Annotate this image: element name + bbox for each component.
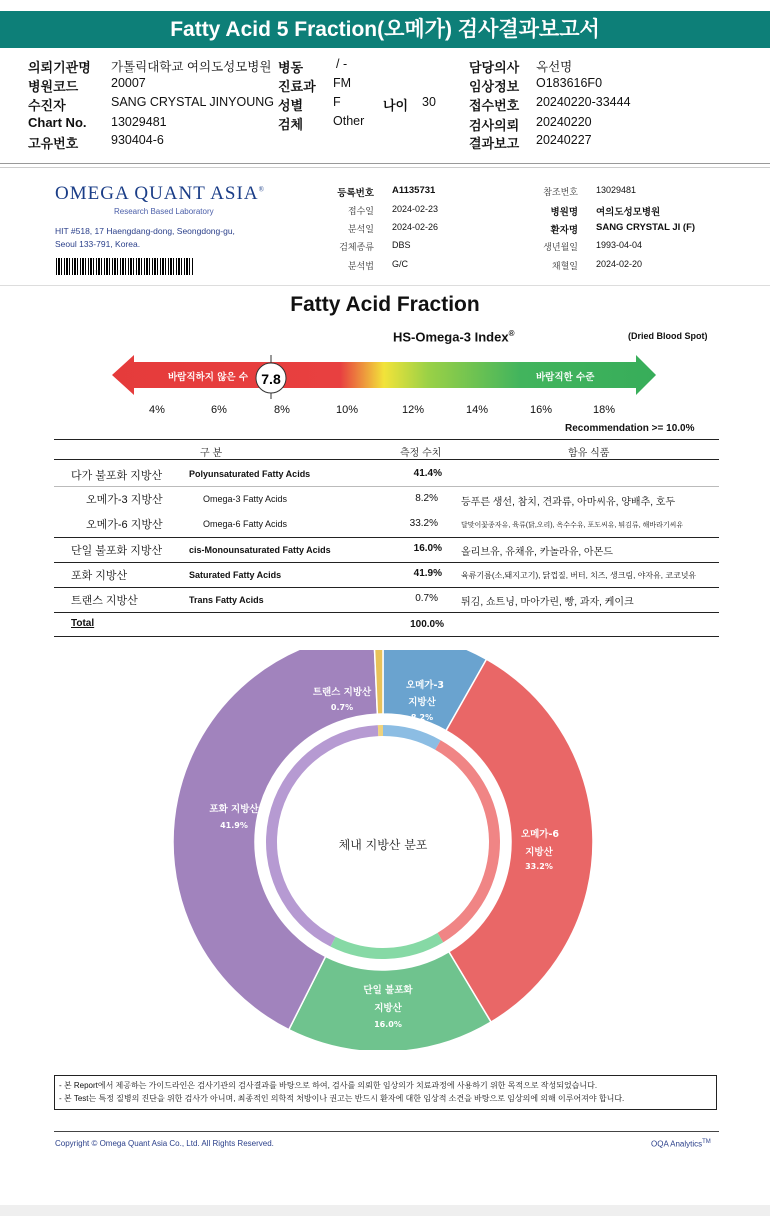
divider xyxy=(0,163,770,164)
table-header: 구 분 xyxy=(200,448,223,459)
row-name-en: Trans Fatty Acids xyxy=(189,595,264,605)
header-label: 결과보고 xyxy=(469,136,520,151)
row-divider xyxy=(54,537,719,538)
slice-label-omega6: 지방산 xyxy=(525,847,553,858)
header-label: 병동 xyxy=(278,60,304,75)
info-label: 환자명 xyxy=(550,225,578,236)
slice-label-omega3: 지방산 xyxy=(408,697,436,708)
row-value: 0.7% xyxy=(415,593,438,604)
donut-center-label: 체내 지방산 분포 xyxy=(338,838,428,852)
header-value: 옥선명 xyxy=(536,60,573,74)
lab-logo-text: OMEGA QUANT ASIA xyxy=(55,183,259,204)
info-value: 1993-04-04 xyxy=(596,240,643,250)
row-name-kr: 오메가-6 지방산 xyxy=(86,519,163,531)
row-name-en: Omega-6 Fatty Acids xyxy=(203,519,288,529)
slice-value-omega6: 33.2% xyxy=(525,862,553,871)
header-label: 성별 xyxy=(278,98,304,113)
disclaimer-line: - 본 Report에서 제공하는 가이드라인은 검사기관의 검사결과를 바탕으로 하여, 검사를 의뢰한 임상의가 치료과정에 사용하기 위한 목적으로 작성되었습니다. xyxy=(59,1081,598,1090)
row-name-en: Polyunsaturated Fatty Acids xyxy=(189,469,311,479)
header-value: SANG CRYSTAL JINYOUNG xyxy=(111,95,274,109)
row-foods: 등푸른 생선, 참치, 견과류, 아마씨유, 양배추, 호두 xyxy=(461,497,676,508)
header-label: 접수번호 xyxy=(469,98,520,113)
header-label: 진료과 xyxy=(278,79,316,94)
header-value: F xyxy=(333,95,341,109)
table-top-line xyxy=(54,439,719,440)
header-value: 20240227 xyxy=(536,133,592,147)
info-label: 접수일 xyxy=(347,206,374,216)
header-label: 수진자 xyxy=(28,98,66,113)
header-label: 임상정보 xyxy=(469,79,520,94)
divider xyxy=(0,167,770,168)
disclaimer-line: - 본 Test는 특정 질병의 진단을 위한 검사가 아니며, 최종적인 의학적 처방이나 권고는 반드시 환자에 대한 임상적 소견을 바탕으로 임상의에 의해 이루어져야 합니다. xyxy=(59,1094,625,1103)
header-value: 13029481 xyxy=(111,115,167,129)
inner-slice-4 xyxy=(378,725,383,736)
table-header: 함유 식품 xyxy=(568,448,610,459)
scale-tick: 6% xyxy=(211,404,227,416)
info-label: 참조번호 xyxy=(543,187,578,197)
row-name-en: cis-Monounsaturated Fatty Acids xyxy=(189,545,331,555)
row-foods: 올리브유, 유채유, 카놀라유, 아몬드 xyxy=(461,547,613,558)
inner-slice-0 xyxy=(383,725,441,750)
row-name-kr: 트랜스 지방산 xyxy=(71,595,138,607)
header-label: 검사의뢰 xyxy=(469,118,520,133)
outer-slice-1 xyxy=(446,659,593,1022)
footer-copyright: Copyright © Omega Quant Asia Co., Ltd. All Rights Reserved. xyxy=(55,1139,274,1148)
age-value: 30 xyxy=(422,95,436,109)
lab-logo xyxy=(55,183,265,205)
slice-value-sat: 41.9% xyxy=(220,821,248,830)
header-value: 20240220-33444 xyxy=(536,95,631,109)
footer-brand-text: OQA Analytics xyxy=(651,1139,703,1149)
info-value: 2024-02-20 xyxy=(596,259,643,269)
scale-marker-value: 7.8 xyxy=(261,371,281,387)
info-label: 분석법 xyxy=(347,261,374,271)
header-value: 20240220 xyxy=(536,115,592,129)
header-value: Other xyxy=(333,114,365,128)
info-label: 병원명 xyxy=(550,207,578,218)
scale-tick: 10% xyxy=(336,404,359,416)
header-label: 병원코드 xyxy=(28,79,79,94)
lab-address: Seoul 133-791, Korea. xyxy=(55,239,141,249)
row-value: 41.4% xyxy=(413,468,442,479)
header-label: 고유번호 xyxy=(28,136,79,151)
row-name-en: Saturated Fatty Acids xyxy=(189,570,282,580)
fatty-acid-donut-chart xyxy=(0,650,770,1050)
row-name-kr: 오메가-3 지방산 xyxy=(86,494,163,506)
footer-brand-tm: TM xyxy=(702,1139,711,1145)
scale-tick: 8% xyxy=(274,404,290,416)
row-divider xyxy=(54,612,719,613)
scale-tick: 12% xyxy=(402,404,425,416)
scale-right-text: 바람직한 수준 xyxy=(536,372,595,383)
slice-label-omega6: 오메가-6 xyxy=(520,829,560,840)
dried-label: (Dried Blood Spot) xyxy=(628,331,708,341)
slice-label-omega3: 오메가-3 xyxy=(405,680,445,691)
slice-label-trans: 트랜스 지방산 xyxy=(312,687,372,698)
info-value: 2024-02-23 xyxy=(392,204,439,214)
row-value: 16.0% xyxy=(413,543,442,554)
info-value: A1135731 xyxy=(392,185,436,196)
info-value: 13029481 xyxy=(596,185,637,195)
total-value: 100.0% xyxy=(410,619,444,630)
row-value: 8.2% xyxy=(415,493,438,504)
total-label: Total xyxy=(71,618,95,629)
divider xyxy=(0,285,770,286)
lab-tagline: Research Based Laboratory xyxy=(114,207,214,216)
lab-address: HIT #518, 17 Haengdang-dong, Seongdong-gu, xyxy=(55,226,235,236)
info-label: 생년월일 xyxy=(543,242,578,252)
info-label: 등록번호 xyxy=(337,188,374,199)
header-value: FM xyxy=(333,76,352,90)
info-label: 채혈일 xyxy=(551,261,578,271)
index-scale xyxy=(0,350,770,400)
header-label: 의뢰기관명 xyxy=(28,60,91,75)
slice-value-trans: 0.7% xyxy=(330,703,354,712)
table-header: 측정 수치 xyxy=(400,448,442,459)
slice-label-sat: 포화 지방산 xyxy=(209,804,259,815)
row-value: 33.2% xyxy=(409,518,438,529)
header-label: 검체 xyxy=(278,117,304,132)
age-label: 나이 xyxy=(383,98,409,113)
slice-label-mono: 지방산 xyxy=(374,1003,402,1014)
footer-line xyxy=(54,1131,719,1132)
report-title: Fatty Acid 5 Fraction(오메가) 검사결과보고서 xyxy=(0,11,770,48)
header-value: O183616F0 xyxy=(536,76,603,90)
header-label: Chart No. xyxy=(28,115,87,130)
slice-value-mono: 16.0% xyxy=(374,1020,402,1029)
info-value: 여의도성모병원 xyxy=(596,207,661,218)
disclaimer-box xyxy=(54,1075,717,1110)
slice-label-mono: 단일 불포화 xyxy=(363,985,413,996)
info-value: 2024-02-26 xyxy=(392,222,439,232)
table-header-line xyxy=(54,459,719,460)
row-value: 41.9% xyxy=(413,568,442,579)
header-value: 가톨릭대학교 여의도성모병원 xyxy=(111,60,272,74)
row-foods: 튀김, 쇼트닝, 마아가린, 빵, 과자, 케이크 xyxy=(461,597,634,608)
row-foods: 육류기름(소,돼지고기), 닭껍질, 버터, 치즈, 생크림, 야자유, 코코넛유 xyxy=(461,571,697,580)
row-divider xyxy=(54,587,719,588)
slice-value-omega3: 8.2% xyxy=(410,713,434,722)
fraction-title: Fatty Acid Fraction xyxy=(290,293,480,316)
row-name-kr: 포화 지방산 xyxy=(71,570,128,582)
header-value: 930404-6 xyxy=(111,133,164,147)
scale-tick: 16% xyxy=(530,404,553,416)
info-value: G/C xyxy=(392,259,409,269)
scale-tick: 18% xyxy=(593,404,616,416)
header-value: 20007 xyxy=(111,76,146,90)
table-bottom-line xyxy=(54,636,719,637)
row-divider xyxy=(54,562,719,563)
barcode xyxy=(56,258,194,275)
row-foods: 달맞이꽃종자유, 육류(닭,오리), 옥수수유, 포도씨유, 튀김류, 해바라기씨유 xyxy=(461,522,684,529)
info-label: 검체종류 xyxy=(339,242,374,252)
footer-brand xyxy=(651,1139,711,1149)
row-name-en: Omega-3 Fatty Acids xyxy=(203,494,288,504)
header-value: / - xyxy=(336,57,348,71)
info-value: SANG CRYSTAL JI (F) xyxy=(596,222,696,233)
recommendation: Recommendation >= 10.0% xyxy=(565,423,695,434)
scale-tick: 14% xyxy=(466,404,489,416)
info-value: DBS xyxy=(392,240,411,250)
inner-slice-2 xyxy=(331,933,444,959)
header-label: 담당의사 xyxy=(469,60,520,75)
scale-tick: 4% xyxy=(149,404,165,416)
row-name-kr: 단일 불포화 지방산 xyxy=(71,545,163,557)
index-title xyxy=(393,329,515,344)
scale-left-text: 바람직하지 않은 수 xyxy=(168,372,249,383)
row-divider xyxy=(54,486,719,487)
info-label: 분석일 xyxy=(347,224,374,234)
index-title-mark: ® xyxy=(508,329,515,338)
lab-logo-mark: ® xyxy=(258,185,265,194)
row-name-kr: 다가 불포화 지방산 xyxy=(71,470,163,482)
index-title-text: HS-Omega-3 Index xyxy=(393,329,509,345)
